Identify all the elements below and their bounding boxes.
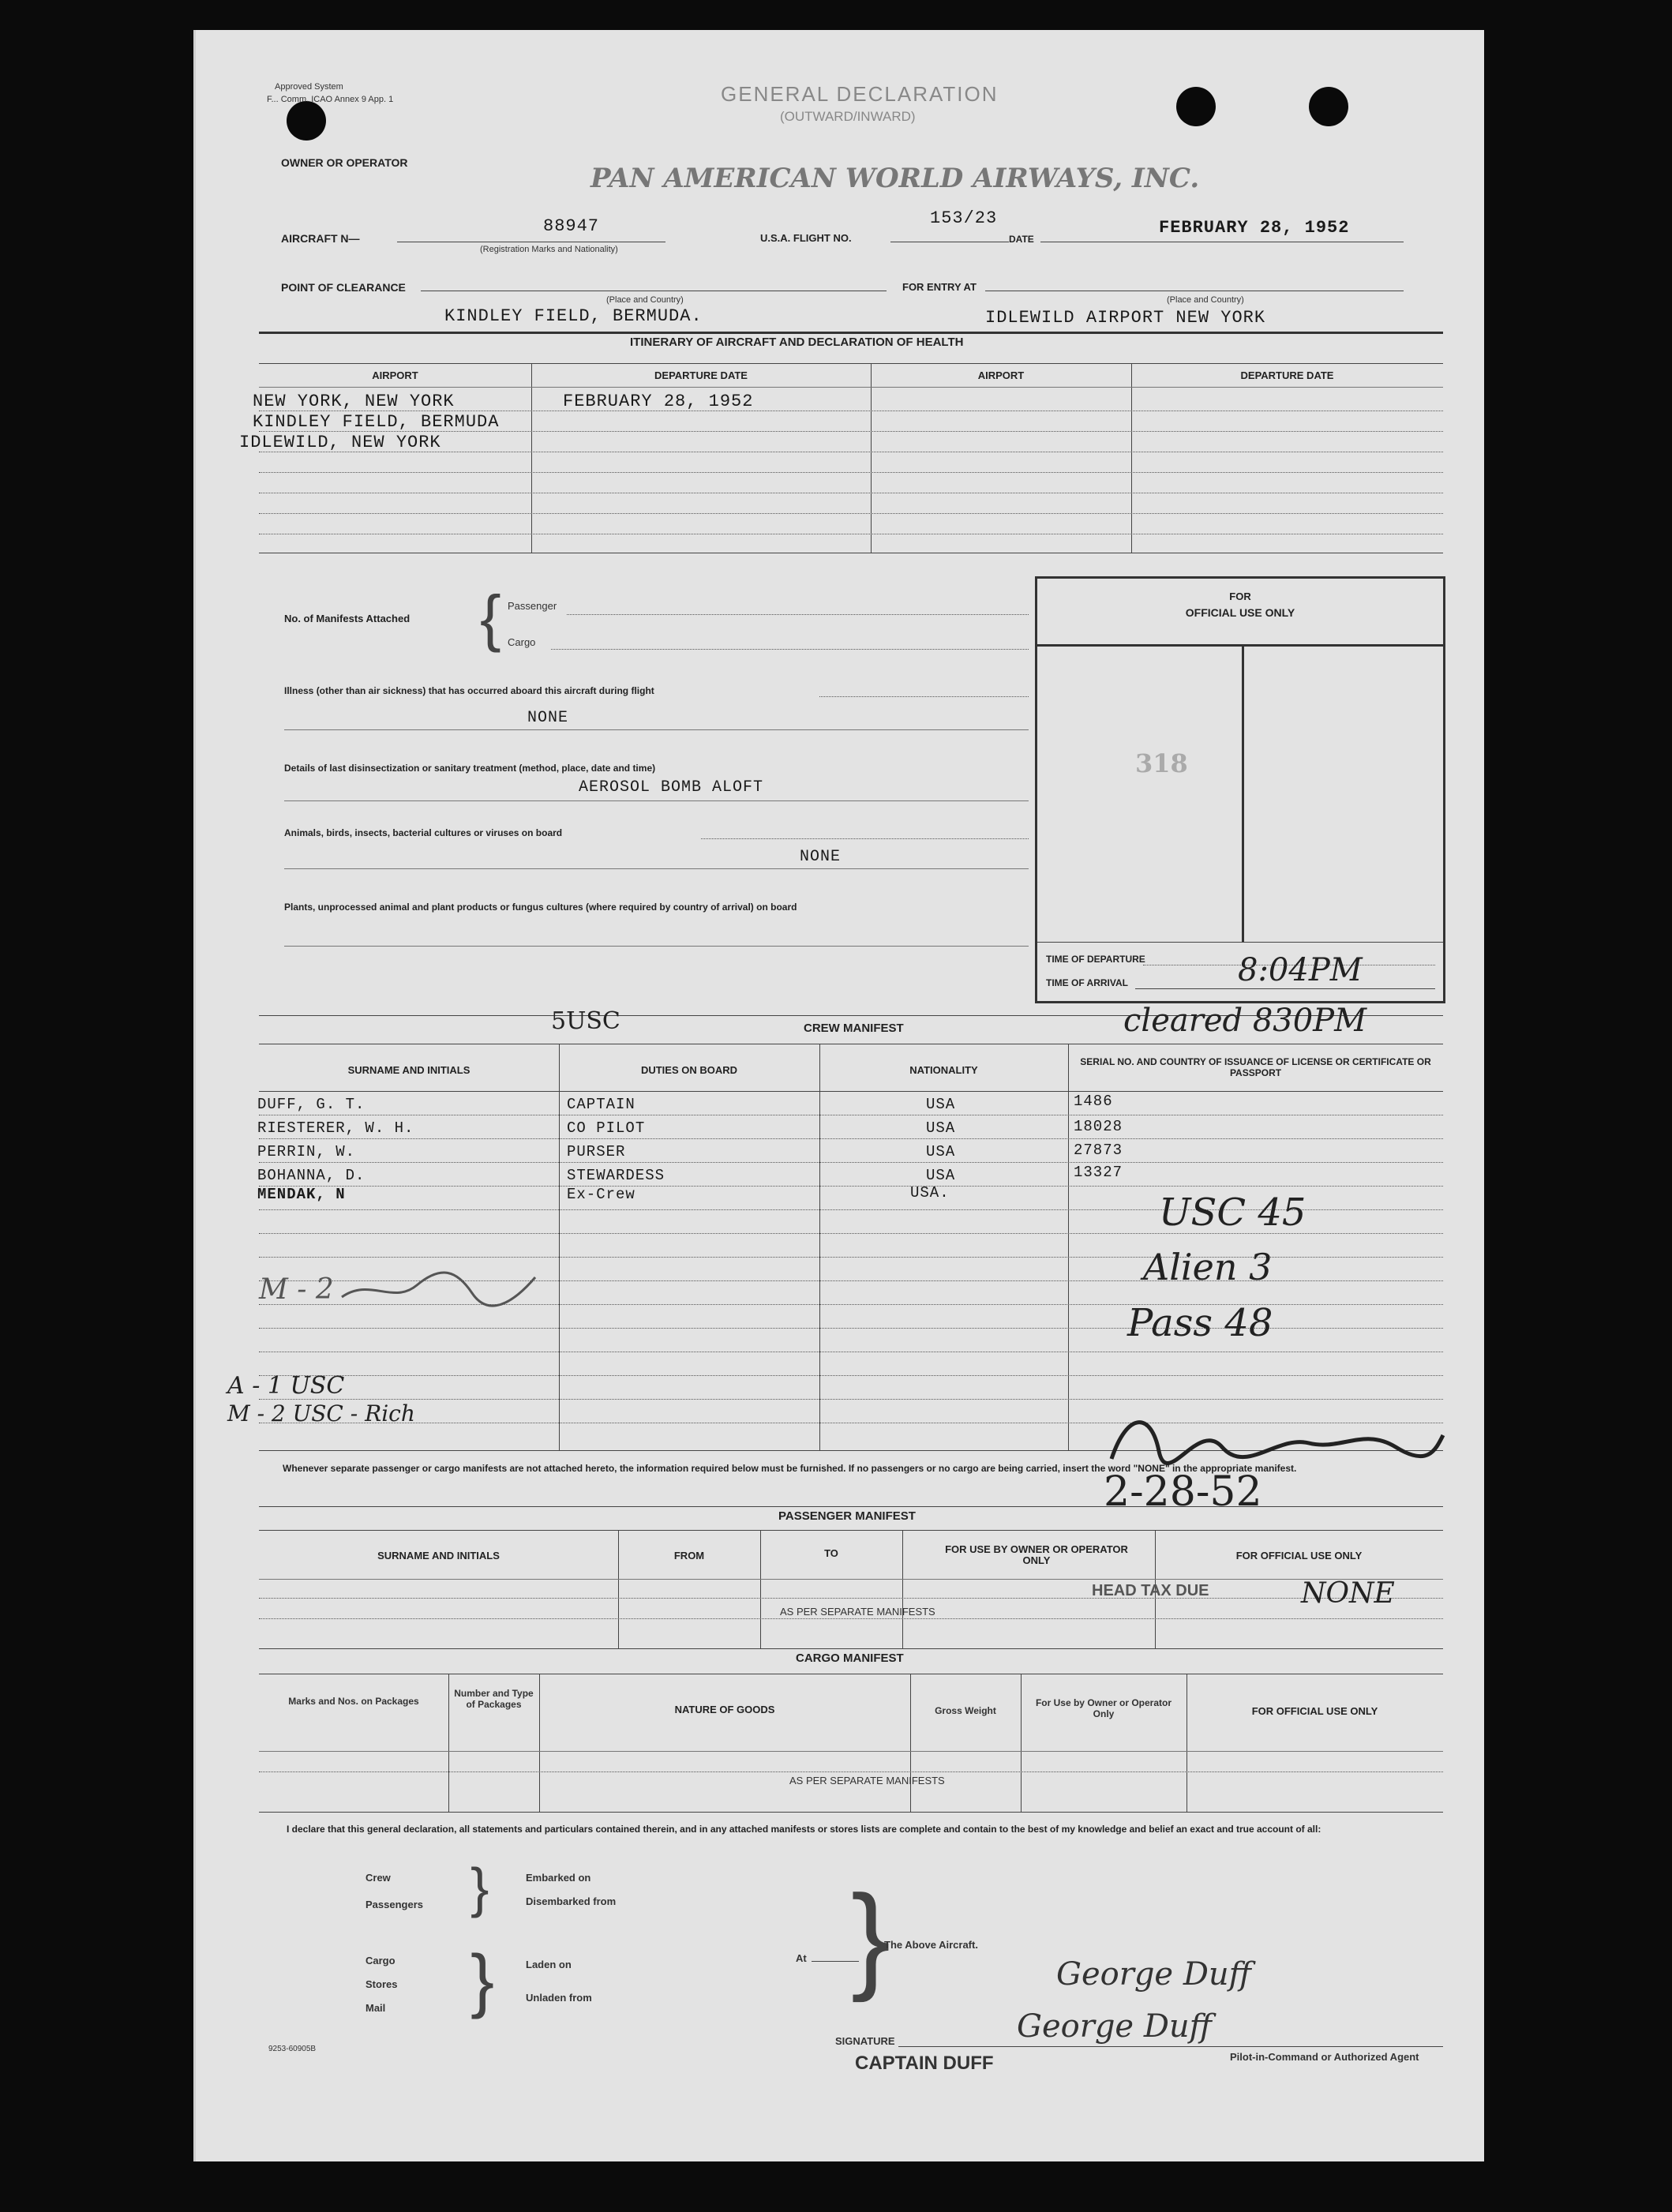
itinerary-header: DEPARTURE DATE — [1240, 369, 1334, 381]
passenger-header: SURNAME AND INITIALS — [377, 1550, 500, 1562]
declaration-crew: Crew — [366, 1872, 391, 1884]
passenger-title: PASSENGER MANIFEST — [778, 1509, 916, 1523]
cargo-label: Cargo — [508, 636, 536, 648]
form-subtitle: (OUTWARD/INWARD) — [780, 109, 916, 124]
head-tax-value: NONE — [1301, 1577, 1395, 1610]
declaration-cargo: Cargo — [366, 1955, 396, 1966]
approval-note: Approved System — [275, 82, 343, 92]
cargo-separate: AS PER SEPARATE MANIFESTS — [789, 1775, 945, 1786]
passenger-header: FROM — [673, 1550, 705, 1562]
brace: { — [480, 583, 501, 653]
signature-hand: George Duff — [1056, 1956, 1251, 1993]
crew-header: SERIAL NO. AND COUNTRY OF ISSUANCE OF LICENSE OR CERTIFICATE OR PASSPORT — [1080, 1056, 1431, 1078]
crew-nationality: USA — [926, 1167, 956, 1184]
arrival-time-value: 8:04PM — [1238, 952, 1363, 988]
itinerary-airport: NEW YORK, NEW YORK — [253, 392, 455, 411]
signer-name: CAPTAIN DUFF — [855, 2053, 994, 2074]
entry-label: FOR ENTRY AT — [902, 281, 977, 293]
itinerary-header: DEPARTURE DATE — [654, 369, 748, 381]
crew-name: RIESTERER, W. H. — [257, 1119, 414, 1137]
handwritten-count: USC 45 — [1159, 1190, 1306, 1235]
signature-hand: George Duff — [1017, 2008, 1212, 2045]
cargo-header: Gross Weight — [935, 1705, 996, 1716]
cargo-header: Marks and Nos. on Packages — [288, 1696, 419, 1707]
approval-note: F... Comm. ICAO Annex 9 App. 1 — [267, 95, 394, 104]
handwritten-count: Pass 48 — [1127, 1301, 1273, 1345]
head-tax-label: HEAD TAX DUE — [1092, 1582, 1209, 1599]
handwritten-note: M - 2 — [259, 1273, 334, 1306]
declaration-above-aircraft: The Above Aircraft. — [884, 1939, 978, 1951]
crew-nationality: USA. — [910, 1184, 950, 1202]
form-title: GENERAL DECLARATION — [721, 82, 999, 106]
date-label: DATE — [1009, 234, 1034, 245]
crew-nationality: USA — [926, 1119, 956, 1137]
handwritten-scribble — [338, 1262, 543, 1317]
arrival-time-label: TIME OF ARRIVAL — [1046, 977, 1128, 988]
departure-time-label: TIME OF DEPARTURE — [1046, 954, 1145, 965]
passenger-header: TO — [824, 1547, 838, 1559]
crew-duty: Ex-Crew — [567, 1186, 635, 1203]
cargo-title: CARGO MANIFEST — [796, 1652, 904, 1665]
clearance-label: POINT OF CLEARANCE — [281, 281, 406, 294]
declaration-form — [193, 30, 1484, 2161]
declaration-passengers: Passengers — [366, 1899, 423, 1910]
punch-hole — [1176, 87, 1216, 126]
official-title: FOR — [1229, 590, 1251, 602]
entry-value: IDLEWILD AIRPORT NEW YORK — [985, 308, 1266, 328]
handwritten-count: Alien 3 — [1143, 1246, 1273, 1288]
date-value: FEBRUARY 28, 1952 — [1159, 218, 1350, 238]
form-number: 9253-60905B — [268, 2045, 317, 2053]
declaration-embarked: Embarked on — [526, 1872, 591, 1884]
crew-title: CREW MANIFEST — [804, 1022, 904, 1035]
declaration-at: At — [796, 1952, 807, 1964]
clearance-time-hand: cleared 830PM — [1123, 1003, 1367, 1039]
declaration-disembarked: Disembarked from — [526, 1895, 617, 1907]
plants-label: Plants, unprocessed animal and plant products or fungus cultures (where required by country of arrival) on board — [284, 902, 797, 913]
signature-label: SIGNATURE — [835, 2035, 895, 2047]
brace: } — [851, 1870, 891, 2003]
illness-label: Illness (other than air sickness) that has occurred aboard this aircraft during flight — [284, 685, 654, 696]
crew-name: DUFF, G. T. — [257, 1096, 366, 1113]
cargo-header: FOR OFFICIAL USE ONLY — [1251, 1705, 1378, 1717]
itinerary-airport: KINDLEY FIELD, BERMUDA — [253, 412, 500, 432]
crew-name: MENDAK, N — [257, 1186, 346, 1203]
itinerary-airport: IDLEWILD, NEW YORK — [239, 433, 441, 452]
owner-label: OWNER OR OPERATOR — [281, 156, 408, 169]
clearance-value: KINDLEY FIELD, BERMUDA. — [444, 306, 703, 326]
place-sub: (Place and Country) — [606, 295, 684, 305]
animals-label: Animals, birds, insects, bacterial cultures or viruses on board — [284, 827, 563, 838]
flight-label: U.S.A. FLIGHT NO. — [760, 232, 852, 244]
crew-serial: 1486 — [1074, 1093, 1113, 1110]
crew-serial: 18028 — [1074, 1118, 1123, 1135]
declaration-unladen: Unladen from — [526, 1992, 592, 2004]
crew-duty: STEWARDESS — [567, 1167, 665, 1184]
itinerary-header: AIRPORT — [977, 369, 1025, 381]
punch-hole — [287, 101, 326, 141]
itinerary-title: ITINERARY OF AIRCRAFT AND DECLARATION OF HEALTH — [630, 336, 964, 349]
punch-hole — [1309, 87, 1348, 126]
declaration-laden: Laden on — [526, 1959, 572, 1970]
crew-header: NATIONALITY — [909, 1064, 978, 1076]
official-title: OFFICIAL USE ONLY — [1185, 606, 1295, 619]
crew-nationality: USA — [926, 1143, 956, 1160]
crew-serial: 13327 — [1074, 1164, 1123, 1181]
crew-serial: 27873 — [1074, 1142, 1123, 1159]
crew-name: PERRIN, W. — [257, 1143, 356, 1160]
animals-value: NONE — [800, 848, 842, 866]
agent-label: Pilot-in-Command or Authorized Agent — [1230, 2051, 1419, 2063]
crew-duty: CAPTAIN — [567, 1096, 635, 1113]
crew-nationality: USA — [926, 1096, 956, 1113]
handwritten-note: A - 1 USC — [227, 1372, 345, 1400]
handwritten-note: M - 2 USC - Rich — [227, 1400, 415, 1427]
aircraft-label: AIRCRAFT N— — [281, 232, 360, 245]
handwritten-date: 2-28-52 — [1104, 1468, 1262, 1516]
cargo-header: Number and Type of Packages — [454, 1688, 534, 1710]
passenger-header: FOR OFFICIAL USE ONLY — [1235, 1550, 1363, 1562]
passenger-label: Passenger — [508, 600, 557, 612]
illness-value: NONE — [527, 709, 569, 727]
owner-value: PAN AMERICAN WORLD AIRWAYS, INC. — [590, 163, 1200, 194]
crew-header: SURNAME AND INITIALS — [347, 1064, 470, 1076]
declaration-mail: Mail — [366, 2002, 386, 2014]
itinerary-date: FEBRUARY 28, 1952 — [563, 392, 754, 411]
crew-header: DUTIES ON BOARD — [640, 1064, 738, 1076]
cargo-header: For Use by Owner or Operator Only — [1035, 1697, 1172, 1719]
aircraft-sub: (Registration Marks and Nationality) — [480, 245, 618, 254]
disinsect-value: AEROSOL BOMB ALOFT — [579, 778, 764, 797]
passenger-separate: AS PER SEPARATE MANIFESTS — [780, 1606, 935, 1618]
place-sub: (Place and Country) — [1167, 295, 1244, 305]
crew-duty: CO PILOT — [567, 1119, 646, 1137]
declaration-text: I declare that this general declaration, all statements and particulars contained therein, and in any attached manifests or stores lists are complete and contain to the best of my knowledge and belief an exact and true account of all: — [287, 1824, 1321, 1835]
crew-name: BOHANNA, D. — [257, 1167, 366, 1184]
itinerary-header: AIRPORT — [372, 369, 418, 381]
passenger-header: FOR USE BY OWNER OR OPERATOR ONLY — [945, 1543, 1128, 1566]
crew-annotation: 5USC — [551, 1007, 620, 1035]
flight-value: 153/23 — [930, 208, 998, 228]
stamp-number: 318 — [1135, 748, 1188, 778]
cargo-header: NATURE OF GOODS — [674, 1704, 775, 1715]
disinsect-label: Details of last disinsectization or sanitary treatment (method, place, date and time) — [284, 763, 656, 774]
brace: } — [470, 1941, 495, 2020]
aircraft-value: 88947 — [543, 216, 600, 236]
crew-duty: PURSER — [567, 1143, 626, 1160]
declaration-stores: Stores — [366, 1978, 398, 1990]
manifest-notice: Whenever separate passenger or cargo manifests are not attached hereto, the information required below must be furnished. If no passengers or no cargo are being carried, insert the word "NONE" in the appropriate manifest. — [283, 1463, 1297, 1474]
official-use-box — [1035, 576, 1445, 1003]
manifests-label: No. of Manifests Attached — [284, 613, 411, 624]
brace: } — [470, 1857, 489, 1918]
